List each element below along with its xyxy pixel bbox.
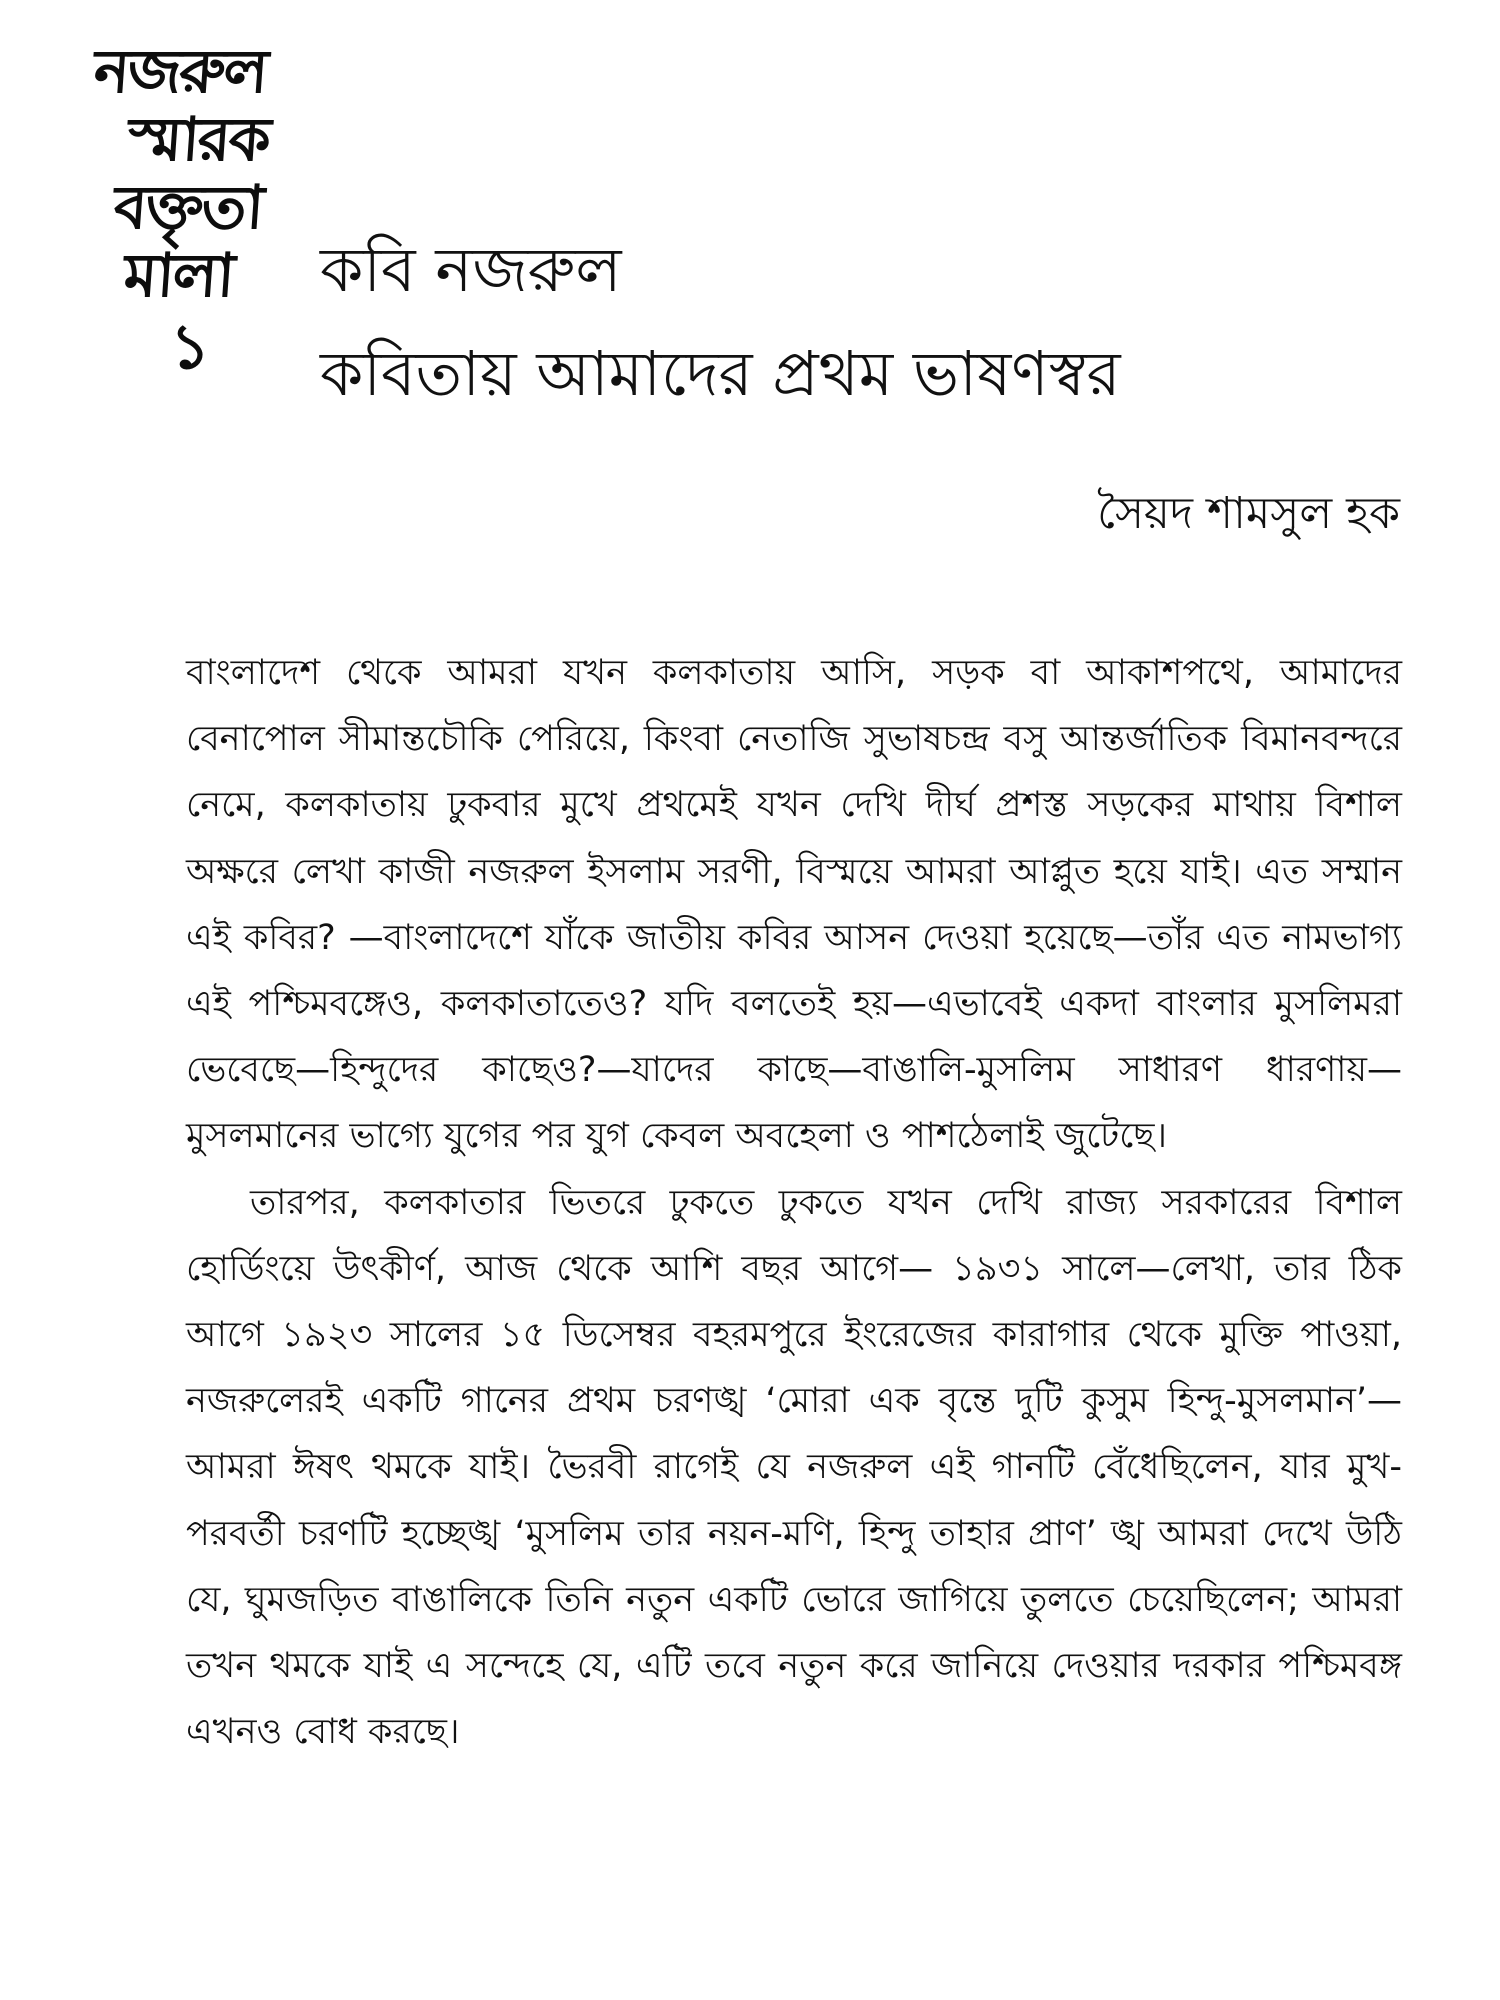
- series-logo: [88, 38, 288, 382]
- series-logo-line-4: মালা: [121, 241, 236, 311]
- article-body: [186, 640, 1402, 1765]
- author-name: সৈয়দ শামসুল হক: [1097, 488, 1400, 539]
- title-line-2: কবিতায় আমাদের প্রথম ভাষণস্বর: [320, 337, 1121, 410]
- series-logo-line-1: নজরুল: [91, 37, 269, 107]
- series-logo-line-3: বক্তৃতা: [111, 173, 265, 243]
- paragraph-2: তারপর, কলকাতার ভিতরে ঢুকতে ঢুকতে যখন দেখি রাজ্য সরকারের বিশাল হোর্ডিংয়ে উৎকীর্ণ, আজ থেকে আশি বছর আগে— ১৯৩১ সালে—লেখা, তার ঠিক আগে ১৯২৩ সালের ১৫ ডিসেম্বর বহরমপুরে ইংরেজের কারাগার থেকে মুক্তি পাওয়া, নজরুলেরই একটি গানের প্রথম চরণঙ্খ ‘মোরা এক বৃন্তে দুটি কুসুম হিন্দু-মুসলমান’—আমরা ঈষৎ থমকে যাই। ভৈরবী রাগেই যে নজরুল এই গানটি বেঁধেছিলেন, যার মুখ-পরবর্তী চরণটি হচ্ছেঙ্খ ‘মুসলিম তার নয়ন-মণি, হিন্দু তাহার প্রাণ’ ঙ্খ আমরা দেখে উঠি যে, ঘুমজড়িত বাঙালিকে তিনি নতুন একটি ভোরে জাগিয়ে তুলতে চেয়েছিলেন; আমরা তখন থমকে যাই এ সন্দেহে যে, এটি তবে নতুন করে জানিয়ে দেওয়ার দরকার পশ্চিমবঙ্গ এখনও বোধ করছে।: [186, 1182, 1402, 1753]
- title-line-1: কবি নজরুল: [320, 233, 622, 306]
- paragraph-1: বাংলাদেশ থেকে আমরা যখন কলকাতায় আসি, সড়ক বা আকাশপথে, আমাদের বেনাপোল সীমান্তচৌকি পেরিয়ে, কিংবা নেতাজি সুভাষচন্দ্র বসু আন্তর্জাতিক বিমানবন্দরে নেমে, কলকাতায় ঢুকবার মুখে প্রথমেই যখন দেখি দীর্ঘ প্রশস্ত সড়কের মাথায় বিশাল অক্ষরে লেখা কাজী নজরুল ইসলাম সরণী, বিস্ময়ে আমরা আপ্লুত হয়ে যাই। এত সম্মান এই কবির? —বাংলাদেশে যাঁকে জাতীয় কবির আসন দেওয়া হয়েছে—তাঁর এত নামভাগ্য এই পশ্চিমবঙ্গেও, কলকাতাতেও? যদি বলতেই হয়—এভাবেই একদা বাংলার মুসলিমরা ভেবেছে—হিন্দুদের কাছেও?—যাদের কাছে—বাঙালি-মুসলিম সাধারণ ধারণায়—মুসলমানের ভাগ্যে যুগের পর যুগ কেবল অবহেলা ও পাশঠেলাই জুটেছে।: [186, 653, 1402, 1157]
- series-number: ১: [170, 310, 211, 383]
- series-logo-line-2: স্মারক: [125, 105, 272, 175]
- lecture-title: [320, 218, 1420, 426]
